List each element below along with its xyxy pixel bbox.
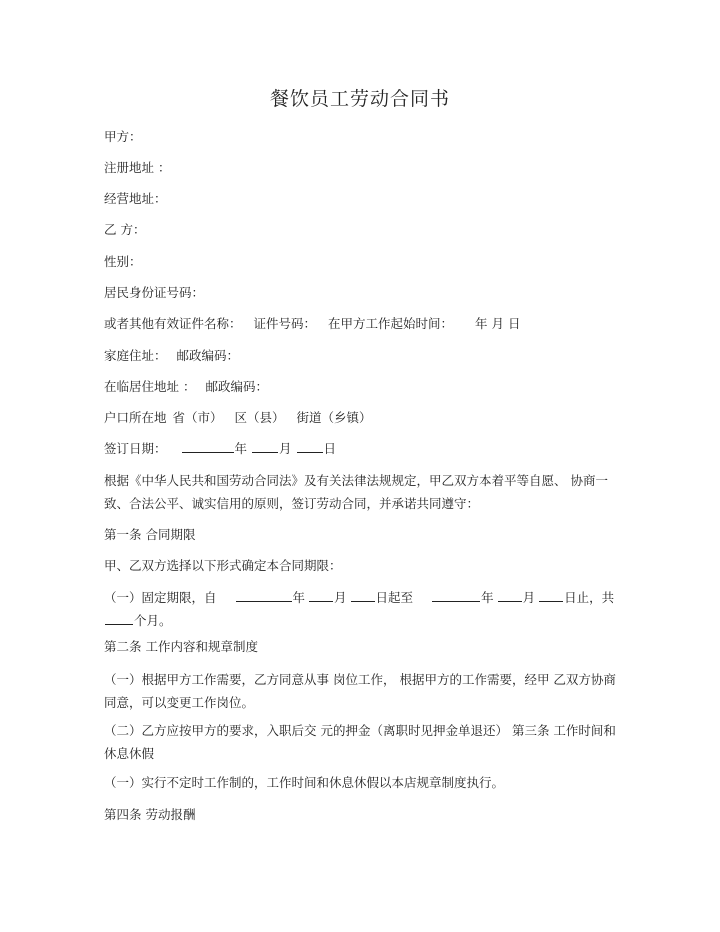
term-months-blank[interactable] bbox=[105, 612, 133, 625]
home-address-line bbox=[104, 346, 624, 366]
current-address-label: 在临居住地址 ： bbox=[104, 379, 196, 394]
signing-day-unit: 日 bbox=[323, 441, 337, 456]
other-id-line bbox=[104, 314, 624, 334]
end-month-blank[interactable] bbox=[498, 589, 522, 602]
fixed-term-paragraph bbox=[104, 586, 616, 632]
hukou-district: 区（县） bbox=[234, 410, 285, 425]
registered-address-line: 注册地址 ： bbox=[104, 160, 171, 175]
other-id-number-label: 证件号码： bbox=[253, 316, 317, 331]
signing-month-blank[interactable] bbox=[252, 440, 278, 453]
party-a-line: 甲方： bbox=[104, 129, 142, 144]
current-address-line bbox=[104, 377, 624, 397]
article-2-item-2: （二）乙方应按甲方的要求，入职后交 元的押金（离职时见押金单退还） 第三条 工作时间和休息休假 bbox=[104, 723, 616, 761]
article-1-heading: 第一条 合同期限 bbox=[104, 527, 196, 542]
party-b-line: 乙 方： bbox=[104, 222, 146, 237]
start-year-unit: 年 bbox=[292, 590, 306, 605]
article-4-heading: 第四条 劳动报酬 bbox=[104, 807, 196, 822]
end-day-blank[interactable] bbox=[539, 589, 563, 602]
start-month-unit: 月 bbox=[334, 590, 347, 605]
document-title: 餐饮员工劳动合同书 bbox=[269, 88, 450, 110]
end-year-unit: 年 bbox=[481, 590, 494, 605]
start-month-blank[interactable] bbox=[309, 589, 333, 602]
start-day-unit: 日起至 bbox=[375, 590, 414, 605]
fixed-term-prefix: （一）固定期限，自 bbox=[104, 590, 217, 605]
article-1-intro: 甲、乙双方选择以下形式确定本合同期限： bbox=[104, 558, 342, 573]
hukou-line bbox=[104, 408, 624, 428]
signing-date-line bbox=[104, 439, 624, 459]
id-number-line: 居民身份证号码： bbox=[104, 285, 205, 300]
business-address-line: 经营地址： bbox=[104, 191, 167, 206]
hukou-label: 户口所在地 bbox=[104, 410, 167, 425]
home-postal-label: 邮政编码： bbox=[176, 348, 240, 363]
signing-month-unit: 月 bbox=[279, 441, 292, 456]
signing-date-label: 签订日期： bbox=[104, 441, 167, 456]
gender-line: 性别： bbox=[104, 254, 142, 269]
end-month-unit: 月 bbox=[522, 590, 536, 605]
article-3-item-1: （一）实行不定时工作制的，工作时间和休息休假以本店规章制度执行。 bbox=[104, 775, 505, 790]
work-start-label: 在甲方工作起始时间： bbox=[328, 316, 454, 331]
other-id-name-label: 或者其他有效证件名称： bbox=[104, 316, 242, 331]
current-postal-label: 邮政编码： bbox=[205, 379, 268, 394]
term-months-unit: 个月。 bbox=[134, 613, 172, 628]
signing-day-blank[interactable] bbox=[297, 440, 323, 453]
work-start-date: 年 月 日 bbox=[475, 316, 521, 331]
hukou-street: 街道（乡镇） bbox=[296, 410, 372, 425]
signing-year-unit: 年 bbox=[234, 441, 248, 456]
hukou-province: 省（市） bbox=[172, 410, 223, 425]
signing-year-blank[interactable] bbox=[182, 440, 234, 453]
end-year-blank[interactable] bbox=[432, 589, 480, 602]
article-2-item-1: （一）根据甲方工作需要，乙方同意从事 岗位工作， 根据甲方的工作需要，经甲 乙双方协商同意，可以变更工作岗位。 bbox=[104, 672, 616, 710]
start-year-blank[interactable] bbox=[236, 589, 292, 602]
preamble-paragraph: 根据《中华人民共和国劳动合同法》及有关法律法规规定，甲乙双方本着平等自愿、 协商一致、合法公平、诚实信用的原则，签订劳动合同，并承诺共同遵守： bbox=[104, 473, 608, 511]
end-day-unit: 日止，共 bbox=[564, 590, 615, 605]
home-address-label: 家庭住址： bbox=[104, 348, 167, 363]
start-day-blank[interactable] bbox=[351, 589, 375, 602]
article-2-heading: 第二条 工作内容和规章制度 bbox=[104, 639, 258, 654]
